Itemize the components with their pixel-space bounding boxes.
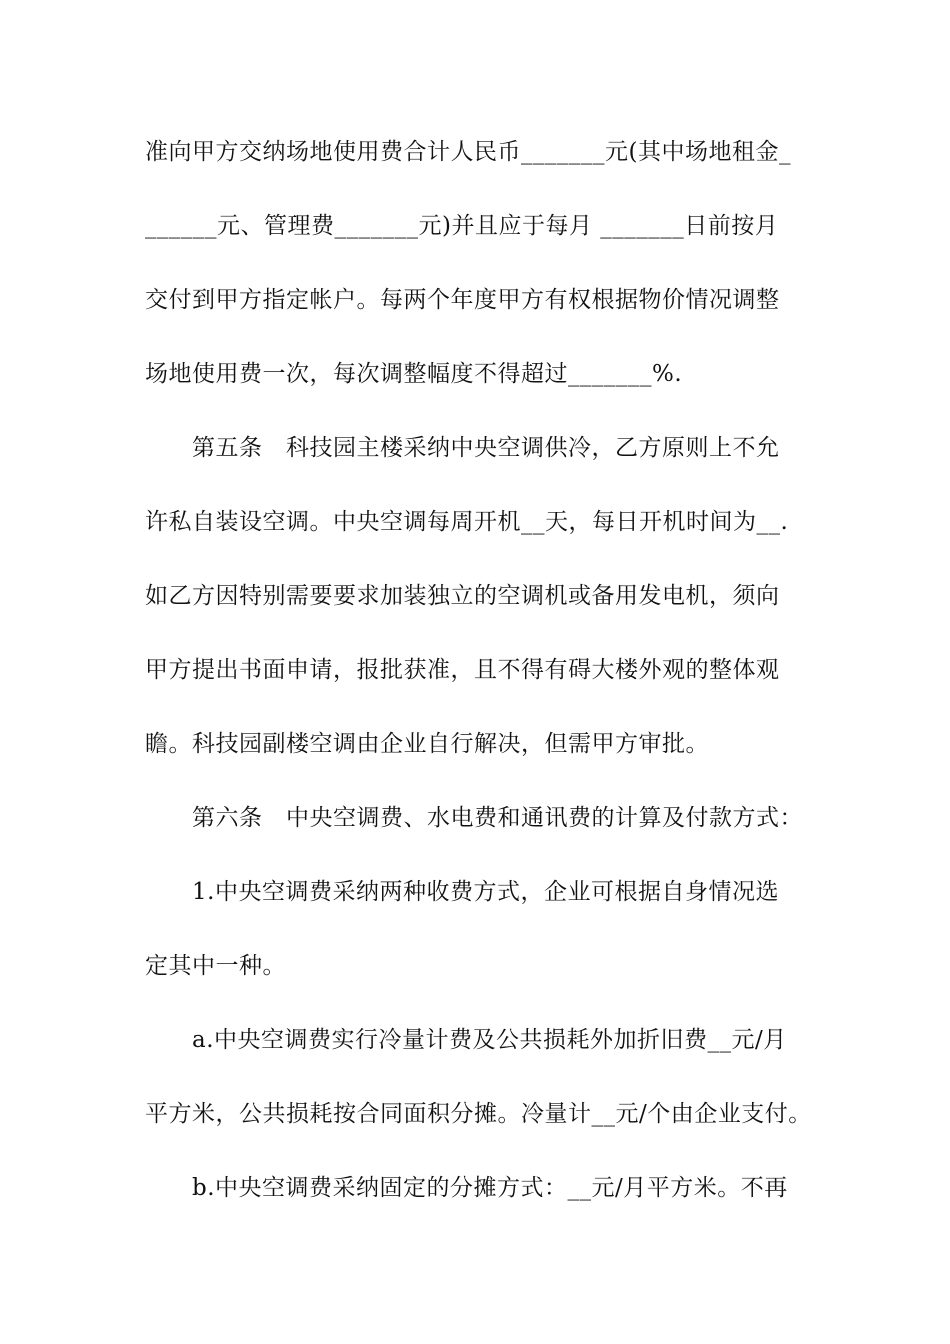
- article-heading-line: 第六条 中央空调费、水电费和通讯费的计算及付款方式：: [192, 805, 803, 831]
- text-line: 许私自装设空调。中央空调每周开机__天，每日开机时间为__.: [145, 509, 789, 535]
- text-line: 场地使用费一次，每次调整幅度不得超过_______%.: [145, 361, 683, 387]
- text-line: 瞻。科技园副楼空调由企业自行解决，但需甲方审批。: [145, 731, 709, 757]
- text-line: 交付到甲方指定帐户。每两个年度甲方有权根据物价情况调整: [145, 287, 780, 313]
- list-item-line: b.中央空调费采纳固定的分摊方式：__元/月平方米。不再: [192, 1175, 788, 1201]
- article-heading-line: 第五条 科技园主楼采纳中央空调供冷，乙方原则上不允: [192, 435, 780, 461]
- list-item-line: a.中央空调费实行冷量计费及公共损耗外加折旧费__元/月: [192, 1027, 787, 1053]
- text-line: 定其中一种。: [145, 953, 286, 979]
- text-line: 甲方提出书面申请，报批获准，且不得有碍大楼外观的整体观: [145, 657, 780, 683]
- text-line: 平方米，公共损耗按合同面积分摊。冷量计__元/个由企业支付。: [145, 1101, 812, 1127]
- text-line: ______元、管理费_______元)并且应于每月 _______日前按月: [145, 213, 779, 239]
- text-line: 准向甲方交纳场地使用费合计人民币_______元(其中场地租金_: [145, 139, 791, 165]
- text-line: 如乙方因特别需要要求加装独立的空调机或备用发电机，须向: [145, 583, 780, 609]
- list-item-line: 1.中央空调费采纳两种收费方式，企业可根据自身情况选: [192, 879, 779, 905]
